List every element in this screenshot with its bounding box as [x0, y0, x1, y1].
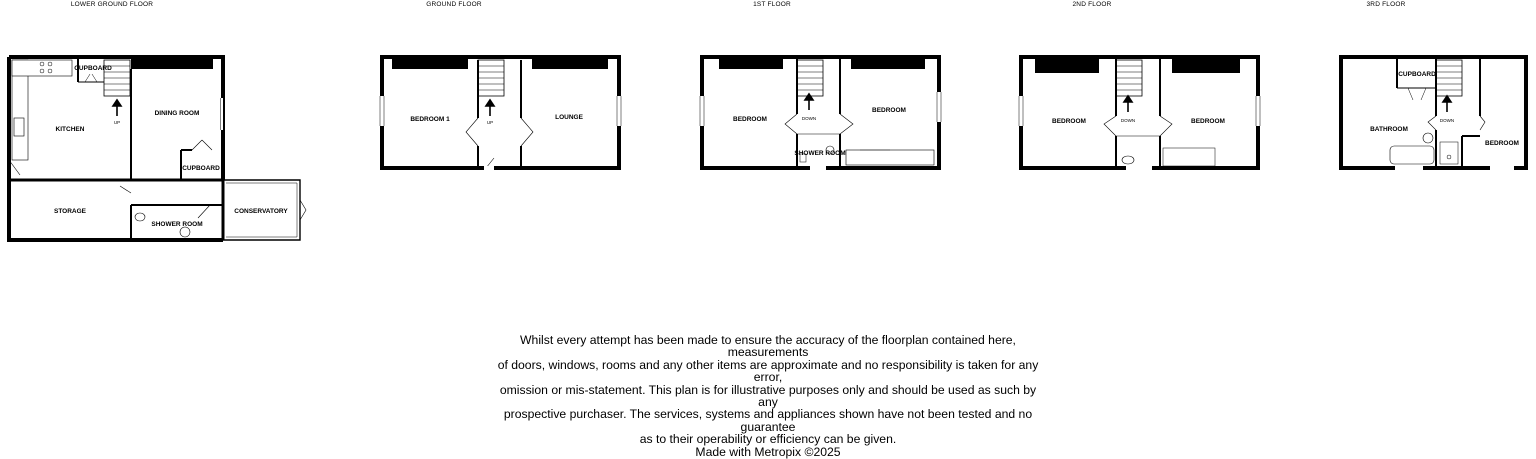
lower-ground-floor-plan: [9, 57, 306, 240]
disclaimer-line-4: prospective purchaser. The services, systems and appliances shown have not been tested and no guarantee: [503, 407, 1033, 434]
room-label-3rd-bathroom: BATHROOM: [1370, 126, 1408, 133]
disclaimer-line-3: omission or mis-statement. This plan is for illustrative purposes only and should be used as such by any: [499, 382, 1037, 410]
first-stairs-label: DOWN: [801, 116, 817, 121]
floor-title-ground: GROUND FLOOR: [426, 1, 482, 8]
disclaimer-line-1: Whilst every attempt has been made to ensure the accuracy of the floorplan contained here, measurements: [520, 333, 1016, 360]
shower-icon: [180, 227, 190, 237]
room-label-bedroom-1: BEDROOM 1: [410, 116, 450, 123]
metropix-credit: Made with Metropix ©2025: [695, 444, 841, 459]
lower-ground-stairs-label: UP: [113, 120, 121, 125]
disclaimer: [490, 334, 1046, 458]
room-label-shower-room: SHOWER ROOM: [151, 221, 203, 228]
ground-stairs: [478, 60, 504, 96]
floor-title-third: 3RD FLOOR: [1366, 1, 1406, 8]
second-floor-plan: [1019, 57, 1260, 170]
disclaimer-line-5: as to their operability or efficiency can be given.: [639, 432, 897, 447]
disclaimer-line-2: of doors, windows, rooms and any other items are approximate and no responsibility is taken for any error,: [497, 357, 1039, 385]
room-label-kitchen: KITCHEN: [55, 126, 85, 133]
first-floor-plan: [700, 57, 941, 170]
room-label-2nd-bedroom-left: BEDROOM: [1052, 118, 1086, 125]
ground-floor-plan: [380, 57, 621, 170]
floor-title-second: 2ND FLOOR: [1072, 1, 1112, 8]
room-label-1st-bedroom-right: BEDROOM: [872, 107, 906, 114]
room-label-1st-bedroom-left: BEDROOM: [733, 116, 767, 123]
floor-title-lower-ground: LOWER GROUND FLOOR: [70, 1, 154, 8]
room-label-storage: STORAGE: [53, 208, 87, 215]
room-label-cupboard-top: CUPBOARD: [74, 65, 112, 72]
second-stairs: [1116, 60, 1142, 96]
sink-icon: [14, 118, 24, 136]
room-label-3rd-bedroom: BEDROOM: [1485, 140, 1519, 147]
room-label-lounge: LOUNGE: [555, 114, 583, 121]
wardrobe: [846, 150, 934, 165]
room-label-dining-room: DINING ROOM: [154, 110, 200, 117]
room-label-cupboard: CUPBOARD: [182, 165, 220, 172]
ground-stairs-label: UP: [486, 120, 494, 125]
third-stairs-label: DOWN: [1439, 118, 1455, 123]
floor-title-first: 1ST FLOOR: [753, 1, 791, 8]
third-floor-plan: [1341, 57, 1526, 170]
bath-icon: [1390, 146, 1434, 164]
room-label-2nd-bedroom-right: BEDROOM: [1191, 118, 1225, 125]
toilet-icon: [135, 213, 145, 221]
room-label-1st-shower-room: SHOWER ROOM: [794, 150, 846, 157]
second-stairs-label: DOWN: [1120, 118, 1136, 123]
chimney-breast: [131, 57, 213, 69]
third-stairs: [1436, 60, 1462, 96]
first-stairs: [797, 60, 823, 96]
room-label-3rd-cupboard: CUPBOARD: [1398, 71, 1436, 78]
room-label-conservatory: CONSERVATORY: [234, 208, 288, 215]
